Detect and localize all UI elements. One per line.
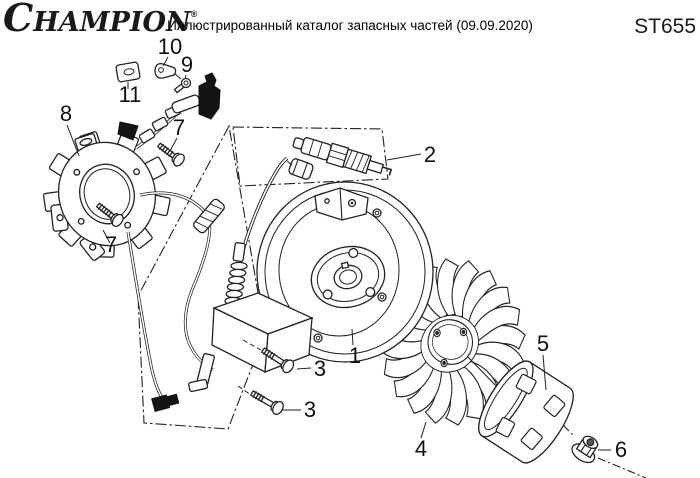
- plate-11-drawing: [116, 62, 141, 83]
- plug-boot-drawing: [288, 158, 314, 181]
- callout-9: 9: [180, 52, 194, 77]
- callout-8: 8: [59, 101, 73, 126]
- callout-3b: 3: [303, 397, 317, 422]
- callout-1: 1: [348, 343, 362, 368]
- screw-9-drawing: [175, 79, 191, 93]
- kill-switch-terminal: [152, 392, 180, 411]
- catalog-title: Иллюстрированный каталог запасных частей (09.09.2020): [167, 18, 533, 33]
- callout-7a: 7: [172, 115, 186, 140]
- model-number: ST655: [634, 15, 696, 38]
- brand-name: CHAMPION: [3, 0, 191, 40]
- spark-plug-cap: [199, 73, 220, 119]
- clamp-drawing: [155, 64, 181, 79]
- callout-2: 2: [423, 142, 437, 167]
- callout-11: 11: [118, 82, 142, 107]
- callout-5: 5: [536, 331, 550, 356]
- screw-3b-drawing: [249, 387, 286, 416]
- callout-6: 6: [614, 437, 628, 462]
- callout-10: 10: [157, 34, 183, 59]
- callout-3a: 3: [313, 356, 327, 381]
- callout-7b: 7: [104, 232, 118, 257]
- callout-4: 4: [414, 436, 428, 461]
- registered-mark: ®: [190, 9, 198, 19]
- flange-nut-drawing: [569, 431, 604, 466]
